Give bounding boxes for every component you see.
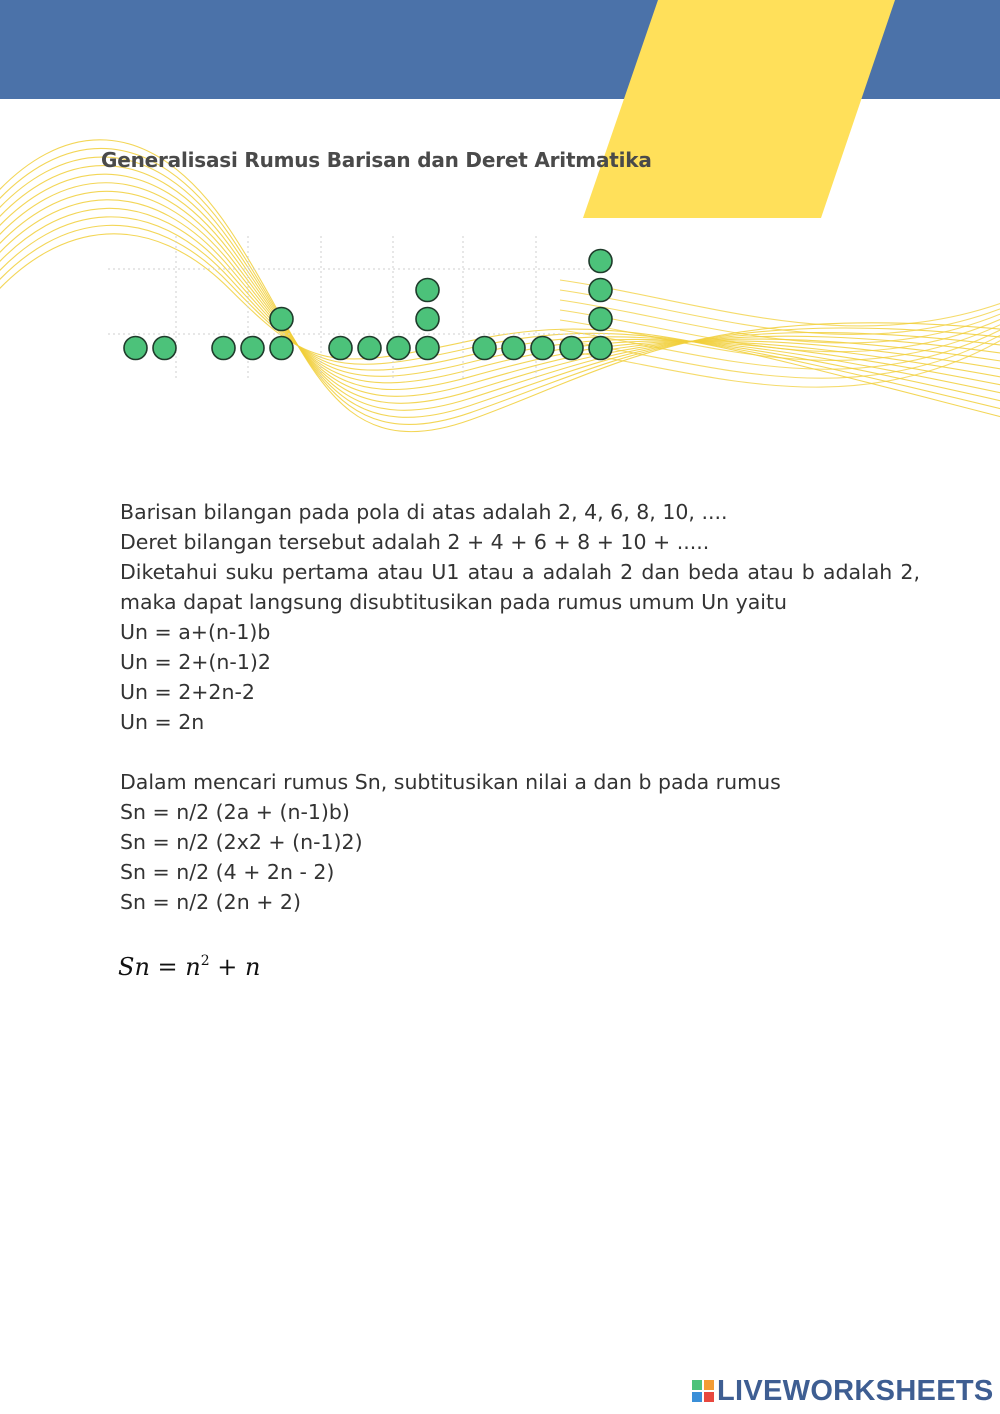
dot-pattern-figure [108,236,613,381]
page-title: Generalisasi Rumus Barisan dan Deret Aritmatika [101,148,652,172]
pattern-dot [241,337,264,360]
sn-step: Sn = n/2 (4 + 2n - 2) [120,860,335,884]
series-text: Deret bilangan tersebut adalah 2 + 4 + 6 + 8 + 10 + ..... [120,530,710,554]
wave-line [560,290,1000,334]
known-values-paragraph: Diketahui suku pertama atau U1 atau a adalah 2 dan beda atau b adalah 2, maka dapat langsung disubtitusikan pada rumus umum Un yaitu [120,560,920,614]
sequence-text: Barisan bilangan pada pola di atas adalah 2, 4, 6, 8, 10, .... [120,500,728,524]
pattern-dot [502,337,525,360]
wave-line [560,280,1000,326]
pattern-dot [270,308,293,331]
pattern-dot [416,308,439,331]
formula-rhs: + n [209,953,261,981]
brand-name: LIVEWORKSHEETS [717,1374,994,1407]
liveworksheets-brand[interactable] [692,1374,994,1408]
sn-step: Sn = n/2 (2x2 + (n-1)2) [120,830,363,854]
un-step: Un = a+(n-1)b [120,620,271,644]
pattern-dot [560,337,583,360]
un-step: Un = 2n [120,710,205,734]
pattern-dot [270,337,293,360]
pattern-dot [589,337,612,360]
worksheet-content [120,497,920,917]
formula-lhs: Sn = n [118,953,201,981]
pattern-dot [416,279,439,302]
pattern-dot [329,337,352,360]
pattern-dot [589,250,612,273]
pattern-dot [153,337,176,360]
pattern-dot [531,337,554,360]
un-step: Un = 2+(n-1)2 [120,650,271,674]
pattern-dot [387,337,410,360]
pattern-dot [358,337,381,360]
pattern-dot [416,337,439,360]
un-step: Un = 2+2n-2 [120,680,255,704]
sn-step: Sn = n/2 (2a + (n-1)b) [120,800,350,824]
sn-step: Sn = n/2 (2n + 2) [120,890,301,914]
sn-intro-text: Dalam mencari rumus Sn, subtitusikan nilai a dan b pada rumus [120,770,781,794]
pattern-dot [589,279,612,302]
spacer [120,737,920,767]
pattern-dot [473,337,496,360]
pattern-dot [589,308,612,331]
liveworksheets-logo-icon [692,1380,714,1402]
pattern-dot [124,337,147,360]
pattern-dot [212,337,235,360]
formula-exponent: 2 [200,953,210,969]
grid-lines [108,236,613,381]
final-sn-formula [118,953,260,981]
